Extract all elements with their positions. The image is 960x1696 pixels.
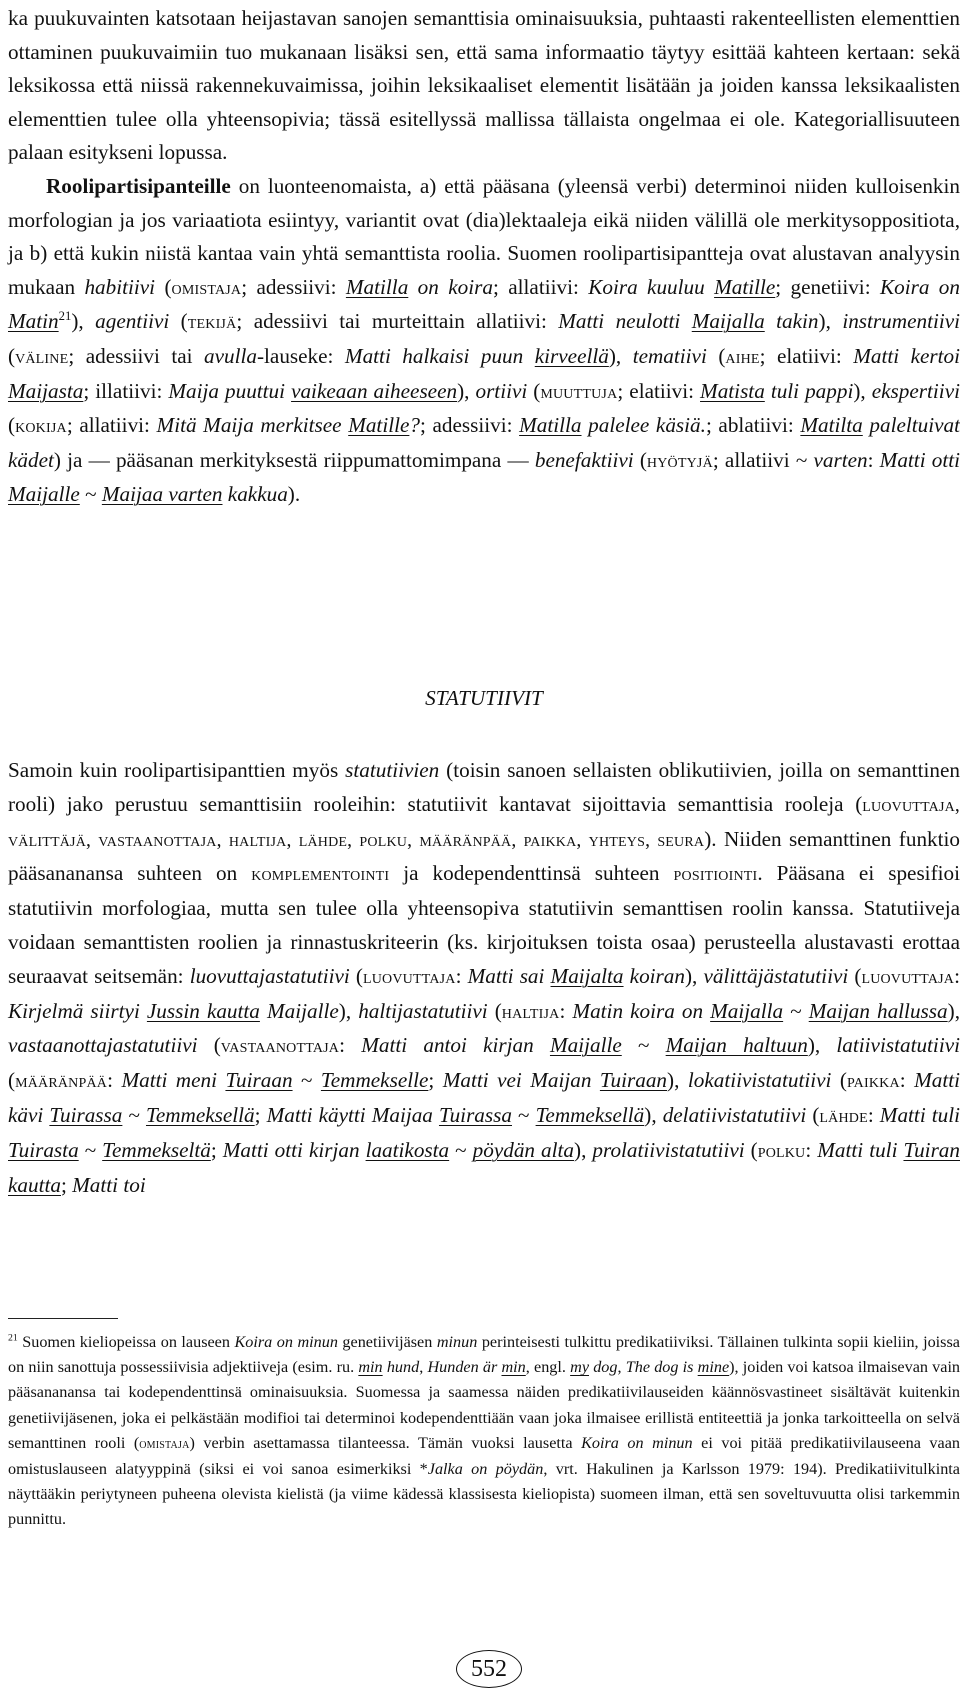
term-roolipartisipanteille: Roolipartisipanteille <box>46 173 231 198</box>
page-number: 552 <box>456 1650 522 1688</box>
book-page <box>8 0 960 1696</box>
paragraph-roolipartisipantit: Roolipartisipanteille on luonteenomaista, a) että pääsana (yleensä verbi) determinoi niiden kulloisenkin morfologian ja jos variaatiota esiintyy, variantit ovat (dia)lektaaleja eikä niiden välillä ole merkitysoppositiota, ja b) että kukin niistä kantaa vain yhtä semanttista roolia. Suomen roolipartisipantteja ovat alustavan analyysin mukaan habitiivi (omistaja; adessiivi: Matilla on koira; allatiivi: Koira kuuluu Matille; genetiivi: Koira on Matin$^{21}$), agentiivi (tekijä; adessiivi tai murteittain allatiivi: Matti neulotti Maijalla takin), instrumentiivi (väline; adessiivi tai avulla-lauseke: Matti halkaisi puun kirveellä), tematiivi (aihe; elatiivi: Matti kertoi Maijasta; illatiivi: Maija puuttui vaikeaan aiheeseen), ortiivi (muuttuja; elatiivi: Matista tuli pappi), ekspertiivi (kokija; allatiivi: Mitä Maija merkitsee Matille?; adessiivi: Matilla palelee käsiä.; ablatiivi: Matilta paleltuivat kädet) ja — pääsanan merkityksestä riippumattomimpana — benefaktiivi (hyötyjä; allatiivi ~ varten: Matti otti Maijalle ~ Maijaa varten kakkua). <box>8 173 960 507</box>
footnote-divider <box>8 1318 118 1319</box>
paragraph-statutiivit: Samoin kuin roolipartisipanttien myös statutiivien (toisin sanoen sellaisten oblikutiivien, joilla on semanttinen rooli) jako perustuu semanttisiin rooleihin: statutiivit kantavat sijoittavia semanttisia rooleja (luovuttaja, välittäjä, vastaanottaja, haltija, lähde, polku, määränpää, paikka, yhteys, seura). Niiden semanttinen funktio pääsananansa suhteen on komplementointi ja kodependenttinsä suhteen positiointi. Pääsana ei spesifioi statutiivin morfologiaa, mutta sen tulee olla yhteensopiva statutiivin semanttisen roolin kanssa. Statutiiveja voidaan semanttisten roolien ja rinnastuskriteerin (ks. kirjoituksen toista osaa) perusteella alustavasti erottaa seuraavat seitsemän: luovuttajastatutiivi (luovuttaja: Matti sai Maijalta koiran), välittäjästatutiivi (luovuttaja: Kirjelmä siirtyi Jussin kautta Maijalle), haltijastatutiivi (haltija: Matin koira on Maijalla ~ Maijan hallussa), vastaanottajastatutiivi (vastaanottaja: Matti antoi kirjan Maijalle ~ Maijan haltuun), latiivistatutiivi (määränpää: Matti meni Tuiraan ~ Temmekselle; Matti vei Maijan Tuiraan), lokatiivistatutiivi (paikka: Matti kävi Tuirassa ~ Temmeksellä; Matti käytti Maijaa Tuirassa ~ Temmeksellä), delatiivistatutiivi (lähde: Matti tuli Tuirasta ~ Temmekseltä; Matti otti kirjan laatikosta ~ pöydän alta), prolatiivistatutiivi (polku: Matti tuli Tuiran kautta; Matti toi <box>8 758 960 1197</box>
footnote-number: 21 <box>8 1332 18 1344</box>
statutiivit-section <box>8 754 960 1202</box>
main-text <box>8 2 960 512</box>
footnote-21: $^{21}$ Suomen kieliopeissa on lauseen Koira on minun genetiivijäsen minun perinteisesti tulkittu predikatiiviksi. Tällainen tulkinta sopii kieliin, joissa on niin sanottuja possessiivisia adjektiiveja (esim. ru. min hund, Hunden är min, engl. my dog, The dog is mine), joiden voi katsoa ilmaisevan vain pääsananansa tai kodependenttinsä ominaisuuksia. Suomessa ja saamessa näiden predikatiivilauseiden käännösvastineet sisältävät kuitenkin genetiivijäsenen, joka ei pelkästään modifioi tai determinoi kodependenttiään vaan joka ilmaisee erillistä entiteettiä ja jonka tarkoitteella on selvä semanttinen rooli (omistaja) verbin asettamassa tilanteessa. Tämän vuoksi lausetta Koira on minun ei voi pitää predikatiivilauseena vaan omistuslauseen alatyyppinä (siksi ei voi sanoa esimerkiksi *Jalka on pöydän, vrt. Hakulinen ja Karlsson 1979: 194). Predikatiivitulkinta näyttääkin periytyneen puheena olevista kielistä (ja viime kädessä klassisesta kieliopista) suomeen ilman, että sen soveltuvuutta olisi tarkemmin punnittu. <box>8 1332 960 1529</box>
footnote-ref[interactable]: 21 <box>58 309 72 324</box>
section-heading: STATUTIIVIT <box>425 686 543 710</box>
paragraph-continuation: ka puukuvainten katsotaan heijastavan sanojen semanttisia ominaisuuksia, puhtaasti rakenteellisten elementtien ottaminen puukuvaimiin tuo mukanaan lisäksi sen, että sama informaatio täytyy esittää kahteen kertaan: sekä leksikossa että niissä rakennekuvaimissa, joihin leksikaaliset elementit lisätään ja joiden kanssa leksikaalisten elementtien tulee olla yhteensopivia; tässä esitellyssä mallissa tällaista ongelmaa ei ole. Kategoriallisuuteen palaan esitykseni lopussa. <box>8 6 960 165</box>
